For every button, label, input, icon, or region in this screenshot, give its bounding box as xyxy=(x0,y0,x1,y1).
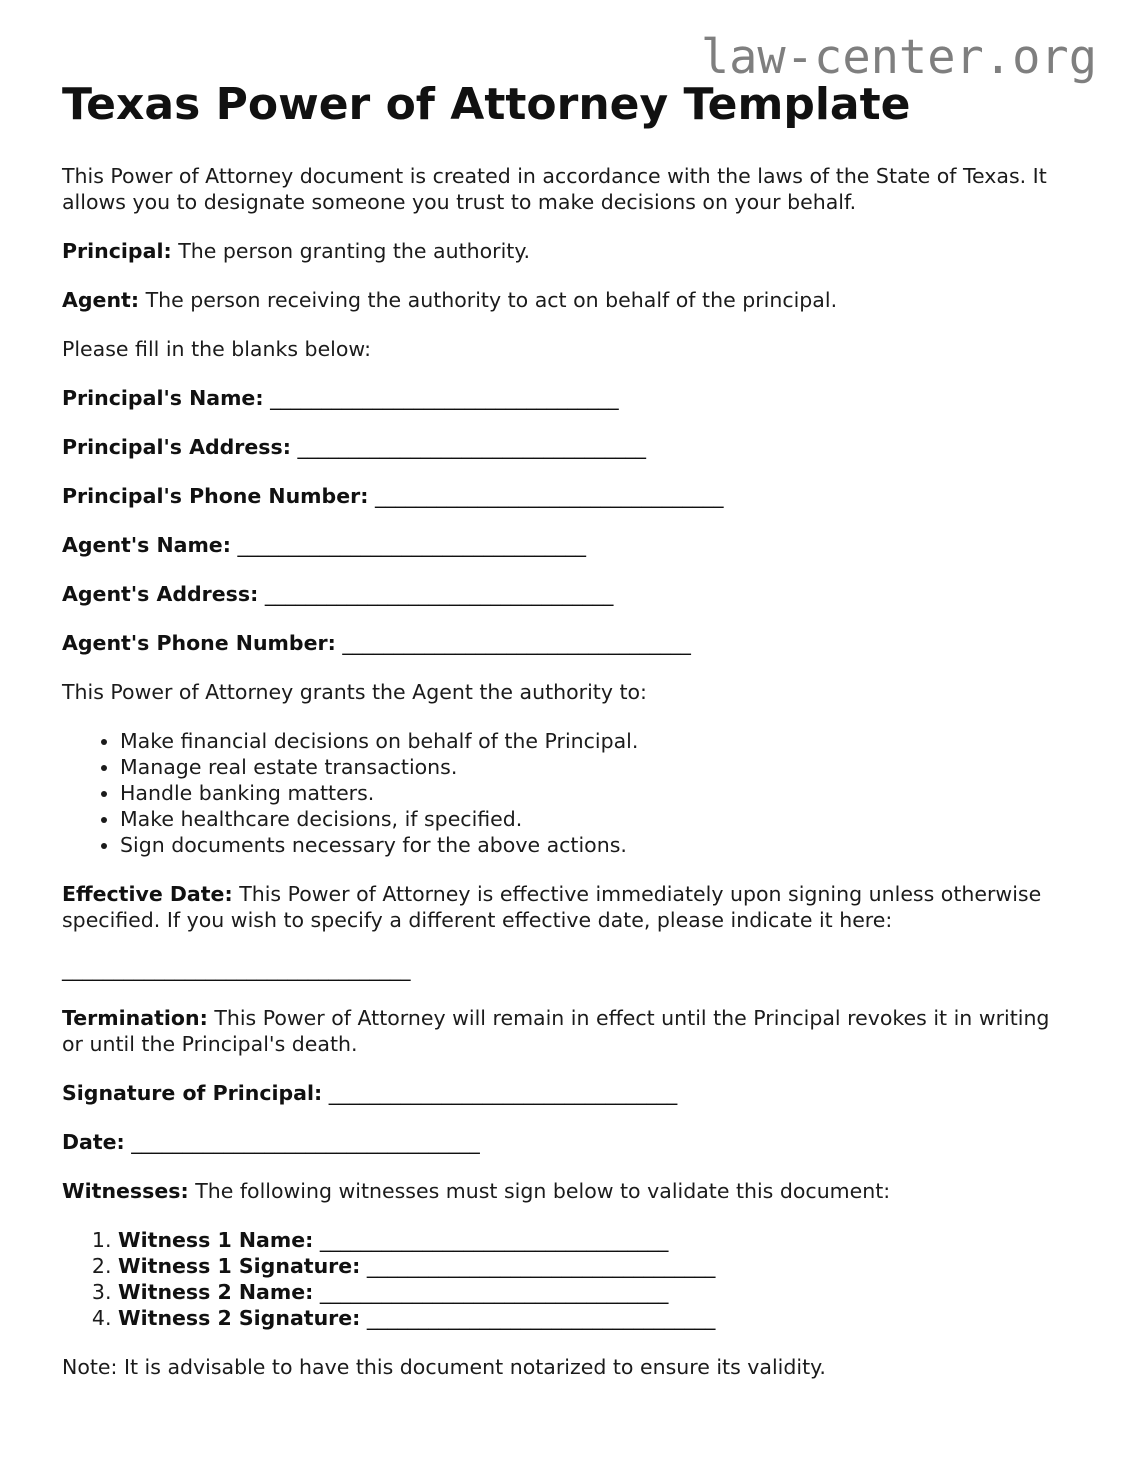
termination-label: Termination: xyxy=(62,1006,208,1030)
witness-1-name-row xyxy=(118,1227,1071,1253)
termination-paragraph xyxy=(62,1005,1071,1057)
field-date xyxy=(62,1129,1071,1155)
witness-2-name-row xyxy=(118,1279,1071,1305)
field-agent-name-label: Agent's Name: xyxy=(62,533,231,557)
field-agent-phone-blank: __________________________________ xyxy=(342,631,691,655)
effective-date-text: This Power of Attorney is effective immediately upon signing unless otherwise specified. If you wish to specify a different effective date, please indicate it here: xyxy=(62,882,1042,932)
field-principal-name xyxy=(62,385,1071,411)
notarization-note: Note: It is advisable to have this document notarized to ensure its validity. xyxy=(62,1355,826,1379)
field-principal-phone xyxy=(62,483,1071,509)
witnesses-label: Witnesses: xyxy=(62,1179,189,1203)
authority-intro: This Power of Attorney grants the Agent the authority to: xyxy=(62,680,647,704)
principal-definition-text: The person granting the authority. xyxy=(178,239,531,263)
field-principal-name-label: Principal's Name: xyxy=(62,386,264,410)
witness-1-name-blank: __________________________________ xyxy=(319,1228,669,1252)
termination-text: This Power of Attorney will remain in effect until the Principal revokes it in writing or until the Principal's death. xyxy=(62,1006,1050,1056)
intro-paragraph: This Power of Attorney document is created in accordance with the laws of the State of Texas. It allows you to designate someone you trust to make decisions on your behalf. xyxy=(62,164,1047,214)
document-title: Texas Power of Attorney Template xyxy=(62,79,911,130)
effective-date-blank: __________________________________ xyxy=(62,957,411,981)
witness-1-name-label: Witness 1 Name: xyxy=(118,1228,314,1252)
field-agent-phone xyxy=(62,630,1071,656)
authority-item-healthcare: • Make healthcare decisions, if specified. xyxy=(120,806,1071,832)
signature-blank: __________________________________ xyxy=(328,1081,678,1105)
witness-1-signature-blank: __________________________________ xyxy=(366,1254,716,1278)
principal-definition xyxy=(62,238,1071,264)
effective-date-blank-line xyxy=(62,956,1071,982)
agent-definition-text: The person receiving the authority to act on behalf of the principal. xyxy=(145,288,838,312)
witness-2-signature-label: Witness 2 Signature: xyxy=(118,1306,361,1330)
effective-date-label: Effective Date: xyxy=(62,882,233,906)
site-logo: law-center.org xyxy=(700,30,1097,85)
fill-instruction: Please fill in the blanks below: xyxy=(62,337,371,361)
field-signature-of-principal xyxy=(62,1080,1071,1106)
field-principal-address-label: Principal's Address: xyxy=(62,435,291,459)
field-agent-address-blank: __________________________________ xyxy=(264,582,614,606)
witness-1-signature-label: Witness 1 Signature: xyxy=(118,1254,361,1278)
witnesses-paragraph xyxy=(62,1178,1071,1204)
authority-item-real-estate: • Manage real estate transactions. xyxy=(120,754,1071,780)
date-blank: __________________________________ xyxy=(131,1130,480,1154)
witness-1-signature-row xyxy=(118,1253,1071,1279)
field-principal-phone-label: Principal's Phone Number: xyxy=(62,484,369,508)
authority-item-banking: • Handle banking matters. xyxy=(120,780,1071,806)
field-agent-phone-label: Agent's Phone Number: xyxy=(62,631,336,655)
authority-item-sign-documents: • Sign documents necessary for the above actions. xyxy=(120,832,1071,858)
witness-2-signature-blank: __________________________________ xyxy=(366,1306,716,1330)
field-principal-phone-blank: __________________________________ xyxy=(374,484,724,508)
agent-definition xyxy=(62,287,1071,313)
field-agent-name-blank: __________________________________ xyxy=(237,533,586,557)
witnesses-text: The following witnesses must sign below to validate this document: xyxy=(195,1179,891,1203)
witness-2-signature-row xyxy=(118,1305,1071,1331)
authority-list xyxy=(62,728,1071,858)
field-principal-address-blank: __________________________________ xyxy=(297,435,646,459)
field-agent-name xyxy=(62,532,1071,558)
witness-list xyxy=(62,1227,1071,1331)
principal-label: Principal: xyxy=(62,239,172,263)
witness-2-name-label: Witness 2 Name: xyxy=(118,1280,314,1304)
field-agent-address xyxy=(62,581,1071,607)
field-principal-address xyxy=(62,434,1071,460)
signature-label: Signature of Principal: xyxy=(62,1081,323,1105)
agent-label: Agent: xyxy=(62,288,140,312)
witness-2-name-blank: __________________________________ xyxy=(319,1280,669,1304)
authority-item-financial: • Make financial decisions on behalf of the Principal. xyxy=(120,728,1071,754)
field-agent-address-label: Agent's Address: xyxy=(62,582,259,606)
field-principal-name-blank: __________________________________ xyxy=(270,386,619,410)
date-label: Date: xyxy=(62,1130,125,1154)
effective-date-paragraph xyxy=(62,881,1071,933)
